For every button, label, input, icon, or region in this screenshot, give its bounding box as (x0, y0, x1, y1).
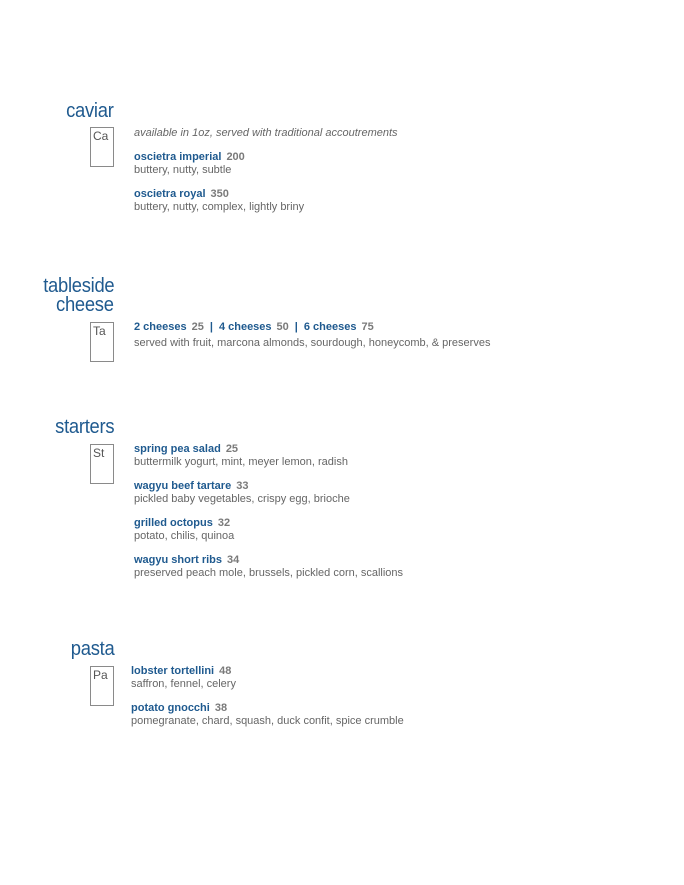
item-description: pomegranate, chard, squash, duck confit, spice crumble (131, 714, 404, 727)
cheese-description: served with fruit, marcona almonds, sourdough, honeycomb, & preserves (134, 336, 491, 349)
menu-item (134, 480, 350, 505)
section-title-starters: starters (54, 416, 114, 438)
item-description: potato, chilis, quinoa (134, 529, 235, 542)
section-title-cheese-line2: cheese (56, 294, 114, 316)
element-symbol-box-cheese (90, 322, 114, 362)
separator: | (209, 321, 213, 333)
item-name: oscietra royal (134, 188, 206, 200)
cheese-option-name: 2 cheeses (134, 321, 187, 333)
cheese-option-price: 50 (276, 321, 289, 333)
menu-item (134, 443, 348, 468)
item-price: 34 (227, 554, 240, 566)
item-name: wagyu short ribs (134, 554, 223, 566)
caviar-intro: available in 1oz, served with traditional accoutrements (134, 127, 398, 139)
item-price: 48 (219, 665, 232, 677)
element-symbol: Ta (93, 324, 106, 338)
separator: | (294, 321, 298, 333)
item-price: 33 (236, 480, 249, 492)
item-price: 32 (217, 517, 231, 529)
element-symbol-box-starters (90, 444, 114, 484)
menu-item (131, 665, 236, 690)
menu-item (134, 554, 403, 579)
menu-item (131, 702, 404, 727)
item-name: potato gnocchi (131, 702, 210, 714)
cheese-option-price: 25 (191, 321, 204, 333)
item-price: 38 (214, 702, 228, 714)
item-description: pickled baby vegetables, crispy egg, brioche (134, 492, 350, 505)
item-name: oscietra imperial (134, 151, 222, 163)
item-description: buttery, nutty, complex, lightly briny (134, 200, 305, 213)
cheese-options (134, 321, 490, 349)
item-price: 350 (210, 188, 229, 200)
item-description: saffron, fennel, celery (131, 677, 236, 690)
item-name: lobster tortellini (131, 665, 215, 677)
menu-item (134, 188, 304, 213)
cheese-option-name: 4 cheeses (218, 321, 272, 333)
item-name: spring pea salad (134, 443, 221, 455)
element-symbol: Pa (93, 668, 108, 682)
section-title-caviar: caviar (66, 100, 114, 122)
item-description: buttery, nutty, subtle (134, 163, 232, 176)
element-symbol-box-pasta (90, 666, 114, 706)
section-title-pasta: pasta (70, 638, 114, 660)
cheese-option-name: 6 cheeses (303, 321, 357, 333)
element-symbol: Ca (93, 129, 109, 143)
item-price: 25 (225, 443, 239, 455)
item-name: wagyu beef tartare (134, 480, 232, 492)
item-price: 200 (226, 151, 245, 163)
section-title-cheese-line1: tableside (42, 275, 114, 297)
cheese-option-price: 75 (361, 321, 374, 333)
item-description: preserved peach mole, brussels, pickled corn, scallions (134, 566, 404, 579)
menu-item (134, 151, 245, 176)
element-symbol: St (93, 446, 105, 460)
item-name: grilled octopus (134, 517, 213, 529)
menu-item (134, 517, 234, 542)
item-description: buttermilk yogurt, mint, meyer lemon, radish (134, 455, 348, 468)
element-symbol-box-caviar (90, 127, 114, 167)
